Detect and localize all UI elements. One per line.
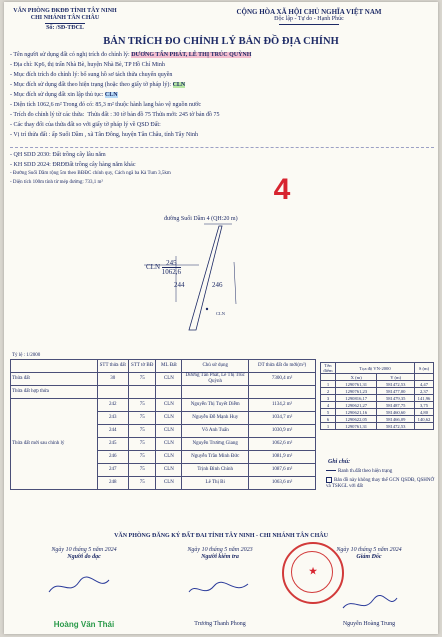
coord-cell: 581472,53 xyxy=(377,381,415,388)
planning-road-note: - Đường Suối Dầm rộng 5m theo BĐĐC chính quy, Cách ngã ba Kà Tum 3,5km xyxy=(10,171,171,176)
table-cell-owner: Dương Tấn Phát, Lê Thị Trúc Quỳnh xyxy=(182,373,249,386)
motto-underline xyxy=(279,24,339,25)
coord-cell: 5 xyxy=(321,409,336,416)
coord-cell: 3,75 xyxy=(415,402,434,409)
table-cell-area: 1087,6 m² xyxy=(249,464,316,477)
coord-cell: 1290761,23 xyxy=(336,388,377,395)
table-header-cell: STT tờ BĐ xyxy=(128,360,156,373)
signature-drafter xyxy=(44,572,114,602)
table-cell-sheet: 75 xyxy=(128,438,156,451)
table-row-group-label: Thửa đất xyxy=(11,373,98,386)
official-seal xyxy=(282,542,344,604)
office-line-2: CHI NHÁNH TÂN CHÂU xyxy=(30,15,100,21)
table-header-cell: STT thửa đất xyxy=(97,360,128,373)
checker-role: Người kiểm tra xyxy=(201,554,239,560)
drafter-date: Ngày 10 tháng 5 năm 2024 xyxy=(51,547,117,553)
table-cell-type: CLN xyxy=(156,451,182,464)
coord-cell: 581479,35 xyxy=(377,395,415,402)
coord-cell: 4,47 xyxy=(415,381,434,388)
table-cell-owner: Nguyễn Thị Tuyết Diễm xyxy=(182,399,249,412)
signature-block-checker xyxy=(160,547,280,561)
table-cell-type: CLN xyxy=(156,477,182,490)
table-header-row xyxy=(11,360,316,373)
table-cell-type: CLN xyxy=(156,399,182,412)
info-row-current-use: - Mục đích sử dụng đất theo hiện trạng (hoặc theo giấy tờ pháp lý): CLN xyxy=(10,82,186,88)
parcel-vertex-dot xyxy=(206,308,208,310)
signature-checker xyxy=(184,574,254,604)
table-cell-area: 1030,9 m² xyxy=(249,425,316,438)
coord-cell xyxy=(415,423,434,430)
coord-header-cell: Y (m) xyxy=(377,374,415,381)
coord-cell: 1290761,31 xyxy=(336,381,377,388)
legend xyxy=(326,459,436,490)
table-header-cell: Chủ sử dụng xyxy=(182,360,249,373)
parcel-table xyxy=(10,359,316,490)
signature-director xyxy=(339,592,399,616)
document-page xyxy=(4,2,438,634)
coord-cell: 140,62 xyxy=(415,416,434,423)
coord-cell: 581477,00 xyxy=(377,388,415,395)
checker-name: Trương Thanh Phong xyxy=(194,621,246,627)
table-cell-owner: Võ Anh Tuấn xyxy=(182,425,249,438)
info-row-purpose: - Mục đích trích đo chỉnh lý: bổ sung hồ sơ tách thửa chuyển quyền xyxy=(10,72,173,78)
coordinate-table xyxy=(320,362,434,430)
table-cell-type: CLN xyxy=(156,412,182,425)
footer-office: VĂN PHÒNG ĐĂNG KÝ ĐẤT ĐAI TỈNH TÂY NINH - CHI NHÁNH TÂN CHÂU xyxy=(114,533,328,539)
document-title: BẢN TRÍCH ĐO CHỈNH LÝ BẢN ĐỒ ĐỊA CHÍNH xyxy=(103,36,339,47)
table-cell-no: 242 xyxy=(97,399,128,412)
table-cell-sheet xyxy=(128,386,156,399)
separator-line-1 xyxy=(10,147,434,148)
map-vertex-label: CLN xyxy=(216,311,225,316)
info-row-parcel: - Trích đo chỉnh lý từ các thửa: Thửa đất : 30 tờ bản đồ 75 Thửa mới: 245 tờ bản đồ 75 xyxy=(10,112,220,118)
coord-cell: 581460,60 xyxy=(377,409,415,416)
checker-date: Ngày 10 tháng 5 năm 2023 xyxy=(187,547,253,553)
info-block xyxy=(10,52,434,142)
table-cell-no: 244 xyxy=(97,425,128,438)
national-motto: Độc lập - Tự do - Hạnh Phúc xyxy=(274,16,344,22)
map-neighbor-left: 244 xyxy=(174,281,185,289)
table-cell-area: 1134,2 m² xyxy=(249,399,316,412)
map-scale: Tỷ lệ : 1/2000 xyxy=(12,353,41,358)
info-row-requested-use: - Mục đích sử dụng đất xin lập thủ tục: CLN xyxy=(10,92,118,98)
map-parcel-label: CLN $\frac{245}{1062,6}$ xyxy=(146,259,181,276)
table-cell-owner: Lê Thị Bi xyxy=(182,477,249,490)
document-number: Số: /SĐ-TĐCL xyxy=(46,25,84,31)
coord-cell: 4,80 xyxy=(415,409,434,416)
info-row-area: - Diện tích 1062,6 m² Trong đó có: 85,3 m² thuộc hành lang bảo vệ nguồn nước xyxy=(10,102,202,108)
table-row-group-label: Thửa đất hợp thửa xyxy=(11,386,98,399)
table-cell-type xyxy=(156,386,182,399)
coord-body xyxy=(321,381,434,430)
coord-cell: 581472,53 xyxy=(377,423,415,430)
coord-subheader-row xyxy=(321,374,434,381)
coord-cell: 6 xyxy=(321,416,336,423)
map-road-label: đường Suối Dầm 4 (QH:20 m) xyxy=(164,216,238,222)
coord-cell: 1 xyxy=(321,423,336,430)
coord-row xyxy=(321,402,434,409)
table-cell-sheet: 75 xyxy=(128,477,156,490)
office-underline xyxy=(45,23,85,24)
coord-header-cell: Tên điểm xyxy=(321,363,336,374)
table-cell-area: 1034,7 m² xyxy=(249,412,316,425)
table-header-cell: DT thửa đất đo mới(m²) xyxy=(249,360,316,373)
director-name: Nguyễn Hoàng Trung xyxy=(342,621,396,627)
table-cell-no: 248 xyxy=(97,477,128,490)
coord-row xyxy=(321,416,434,423)
parcel-marker-number: 4 xyxy=(273,173,291,206)
table-cell-area: 7300,4 m² xyxy=(249,373,316,386)
table-cell-sheet: 75 xyxy=(128,425,156,438)
table-row xyxy=(11,373,316,386)
neighbor-boundary-right xyxy=(234,262,236,304)
table-cell-type: CLN xyxy=(156,464,182,477)
table-row xyxy=(11,386,316,399)
table-cell-owner: Nguyễn Trần Minh Đức xyxy=(182,451,249,464)
coord-cell: 2,37 xyxy=(415,388,434,395)
map-neighbor-right: 246 xyxy=(212,281,223,289)
drafter-role: Người đo đạc xyxy=(67,554,101,560)
table-cell-no xyxy=(97,386,128,399)
table-cell-type: CLN xyxy=(156,425,182,438)
office-line-1: VĂN PHÒNG ĐKĐĐ TỈNH TÂY NINH xyxy=(13,8,117,14)
table-cell-area: 1081,9 m² xyxy=(249,451,316,464)
coord-cell: 581466,09 xyxy=(377,416,415,423)
coord-header-row xyxy=(321,363,434,374)
issuing-office xyxy=(10,8,120,32)
coord-cell: 581487,75 xyxy=(377,402,415,409)
coord-cell: 2 xyxy=(321,388,336,395)
coord-row xyxy=(321,388,434,395)
table-cell-no: 245 xyxy=(97,438,128,451)
coord-header-cell xyxy=(415,374,434,381)
table-body xyxy=(11,373,316,490)
table-row-group-label: Thửa đất mới sau chỉnh lý xyxy=(11,399,98,490)
table-cell-sheet: 75 xyxy=(128,464,156,477)
table-cell-no: 30 xyxy=(97,373,128,386)
planning-qh-sdd: - QH SDD 2030: Đất trồng cây lâu năm xyxy=(10,152,106,158)
coord-cell: 1290621,27 xyxy=(336,402,377,409)
legend-item-boundary: Ranh th.đất theo hiện trạng xyxy=(326,469,436,475)
table-cell-sheet: 75 xyxy=(128,451,156,464)
coord-cell: 141,96 xyxy=(415,395,434,402)
table-cell-area xyxy=(249,386,316,399)
info-row-location: - Vị trí thửa đất : ấp Suối Dầm , xã Tân Đông, huyện Tân Châu, tỉnh Tây Ninh xyxy=(10,132,198,138)
coord-cell: 1290621,16 xyxy=(336,409,377,416)
coord-row xyxy=(321,381,434,388)
table-cell-type: CLN xyxy=(156,438,182,451)
coord-cell: 1290761,31 xyxy=(336,423,377,430)
info-row-address: - Địa chỉ: Kp6, thị trấn Nhà Bè, huyện Nhà Bè, TP Hồ Chí Minh xyxy=(10,62,165,68)
coord-row xyxy=(321,423,434,430)
table-header-cell: ML Đất xyxy=(156,360,182,373)
coord-row xyxy=(321,409,434,416)
info-row-other-parcels: - Các thay đổi của thửa đất so với giấy tờ pháp lý về QSD Đất: xyxy=(10,122,161,128)
info-row-applicant: - Tên người sử dụng đất có nghị trích đo chỉnh lý: DƯƠNG TẤN PHÁT, LÊ THỊ TRÚC QUỲNH xyxy=(10,52,252,58)
coord-header-cell xyxy=(321,374,336,381)
coord-header-cell: Tọa độ VN-2000 xyxy=(336,363,415,374)
table-cell-sheet: 75 xyxy=(128,412,156,425)
table-cell-sheet: 75 xyxy=(128,373,156,386)
table-cell-type: CLN xyxy=(156,373,182,386)
table-cell-no: 247 xyxy=(97,464,128,477)
table-cell-area: 1062,6 m² xyxy=(249,438,316,451)
national-header xyxy=(209,8,409,26)
legend-title: Ghi chú: xyxy=(328,459,351,465)
director-date: Ngày 10 tháng 5 năm 2024 xyxy=(336,547,402,553)
coord-header-cell: S (m) xyxy=(415,363,434,374)
table-cell-sheet: 75 xyxy=(128,399,156,412)
coord-cell: 1290816,17 xyxy=(336,395,377,402)
director-role: Giám Đốc xyxy=(356,554,382,560)
table-header-cell xyxy=(11,360,98,373)
planning-edge-area: - Diện tích 100m tính từ mép đường: 733,1 m² xyxy=(10,180,103,185)
signature-block-drafter xyxy=(24,547,144,561)
table-cell-owner: Nguyễn Trường Giang xyxy=(182,438,249,451)
parcel-map xyxy=(104,212,344,342)
legend-item-changed: Bản đồ này không thay thế GCN QSDĐ, QSHNỞ và TSKGL với đất xyxy=(326,478,435,490)
table-cell-owner xyxy=(182,386,249,399)
table-cell-owner: Trịnh Đình Chính xyxy=(182,464,249,477)
table-cell-no: 246 xyxy=(97,451,128,464)
table-row xyxy=(11,399,316,412)
coord-cell: 4 xyxy=(321,402,336,409)
table-cell-no: 243 xyxy=(97,412,128,425)
coord-cell: 1 xyxy=(321,381,336,388)
drafter-name: Hoàng Văn Thái xyxy=(53,620,115,629)
coord-row xyxy=(321,395,434,402)
coord-cell: 1290622,05 xyxy=(336,416,377,423)
planning-kh-sdd: - KH SDD 2024: ĐRĐĐất trồng cây hàng năm khác xyxy=(10,162,136,168)
coord-cell: 3 xyxy=(321,395,336,402)
table-cell-owner: Nguyễn Đỗ Mạnh Huy xyxy=(182,412,249,425)
seal-star: ★ xyxy=(308,566,318,576)
coord-header-cell: X (m) xyxy=(336,374,377,381)
nation-title: CỘNG HÒA XÃ HỘI CHỦ NGHĨA VIỆT NAM xyxy=(236,8,382,16)
table-cell-area: 1063,6 m² xyxy=(249,477,316,490)
